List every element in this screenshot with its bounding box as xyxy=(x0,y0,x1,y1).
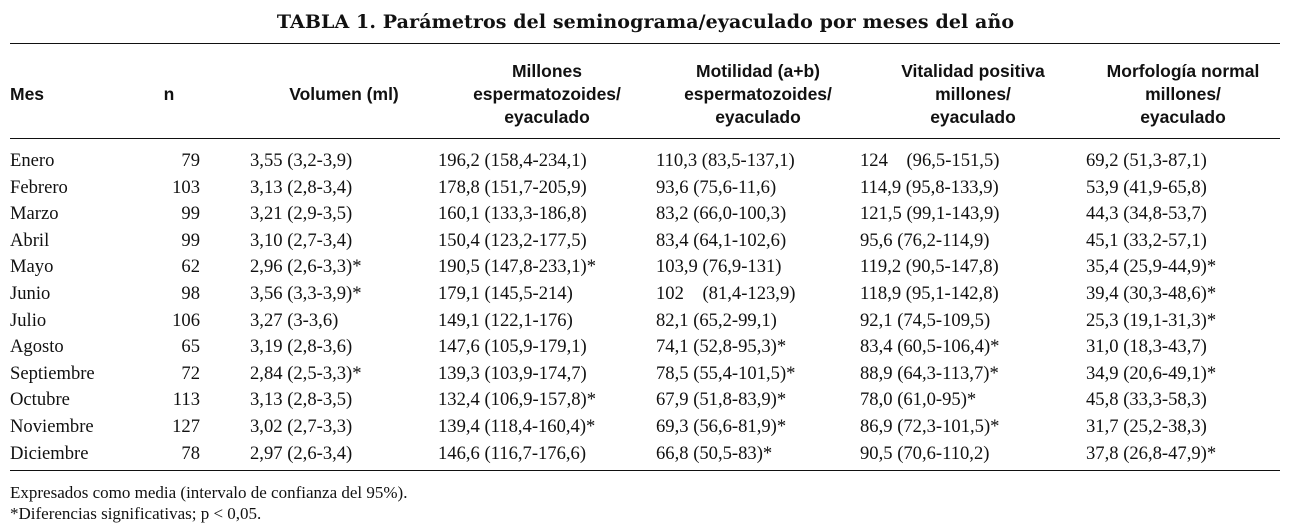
cell-vitalidad: 124 (96,5-151,5) xyxy=(860,150,1000,171)
cell-motilidad: 82,1 (65,2-99,1) xyxy=(656,309,777,331)
cell-millones: 160,1 (133,3-186,8) xyxy=(438,203,587,225)
cell-morfologia: 44,3 (34,8-53,7) xyxy=(1086,203,1207,225)
table-row xyxy=(10,175,1280,202)
cell-motilidad: 67,9 (51,8-83,9)* xyxy=(656,389,787,411)
cell-millones: 139,4 (118,4-160,4)* xyxy=(438,415,596,437)
cell-motilidad: 93,6 (75,6-11,6) xyxy=(656,176,777,198)
cell-volumen: 3,19 (2,8-3,6) xyxy=(250,336,353,358)
header-millones-line: espermatozoides/ xyxy=(473,83,621,104)
table-row xyxy=(10,361,1280,388)
cell-vitalidad: 118,9 (95,1-142,8) xyxy=(860,282,999,304)
header-volumen: Volumen (ml) xyxy=(289,83,399,104)
cell-volumen: 3,13 (2,8-3,5) xyxy=(250,389,353,411)
table-row xyxy=(10,308,1280,335)
cell-mes: Mayo xyxy=(10,256,54,278)
cell-mes: Noviembre xyxy=(10,415,94,437)
cell-vitalidad: 83,4 (60,5-106,4)* xyxy=(860,336,1000,358)
cell-morfologia: 45,1 (33,2-57,1) xyxy=(1086,229,1207,251)
cell-vitalidad: 119,2 (90,5-147,8) xyxy=(860,256,999,278)
cell-motilidad: 78,5 (55,4-101,5)* xyxy=(656,362,796,384)
cell-n: 106 xyxy=(172,309,200,331)
cell-morfologia: 25,3 (19,1-31,3)* xyxy=(1086,309,1217,331)
header-millones-line: Millones xyxy=(511,60,582,81)
cell-vitalidad: 95,6 (76,2-114,9) xyxy=(860,229,990,251)
cell-motilidad: 69,3 (56,6-81,9)* xyxy=(656,415,787,437)
cell-vitalidad: 90,5 (70,6-110,2) xyxy=(860,442,990,464)
header-motilidad xyxy=(656,53,860,135)
cell-millones: 150,4 (123,2-177,5) xyxy=(438,229,587,251)
header-motilidad-line: espermatozoides/ xyxy=(684,83,832,104)
cell-volumen: 3,27 (3-3,6) xyxy=(250,309,339,331)
cell-volumen: 2,96 (2,6-3,3)* xyxy=(250,256,362,278)
cell-volumen: 2,97 (2,6-3,4) xyxy=(250,442,353,464)
header-millones-line: eyaculado xyxy=(504,106,590,127)
table-row xyxy=(10,228,1280,255)
cell-motilidad: 83,2 (66,0-100,3) xyxy=(656,203,787,225)
cell-n: 98 xyxy=(181,282,200,304)
cell-n: 78 xyxy=(181,442,200,464)
cell-n: 79 xyxy=(181,150,200,171)
cell-vitalidad: 121,5 (99,1-143,9) xyxy=(860,203,1000,225)
table-row xyxy=(10,441,1280,468)
cell-mes: Diciembre xyxy=(10,442,89,464)
header-millones xyxy=(438,53,656,135)
cell-mes: Octubre xyxy=(10,389,70,411)
table-row xyxy=(10,201,1280,228)
cell-mes: Julio xyxy=(10,309,47,331)
header-vitalidad-line: Vitalidad positiva xyxy=(901,60,1045,81)
table-row xyxy=(10,387,1280,414)
cell-millones: 132,4 (106,9-157,8)* xyxy=(438,389,597,411)
cell-mes: Febrero xyxy=(10,176,68,198)
header-vitalidad-line: millones/ xyxy=(935,83,1011,104)
cell-volumen: 2,84 (2,5-3,3)* xyxy=(250,362,362,384)
top-rule xyxy=(10,43,1280,44)
cell-motilidad: 102 (81,4-123,9) xyxy=(656,282,796,304)
cell-vitalidad: 88,9 (64,3-113,7)* xyxy=(860,362,999,384)
cell-mes: Enero xyxy=(10,150,55,171)
cell-millones: 190,5 (147,8-233,1)* xyxy=(438,256,597,278)
cell-morfologia: 31,7 (25,2-38,3) xyxy=(1086,415,1207,437)
header-vitalidad-line: eyaculado xyxy=(930,106,1016,127)
header-n: n xyxy=(163,83,175,104)
cell-motilidad: 103,9 (76,9-131) xyxy=(656,256,782,278)
cell-n: 62 xyxy=(181,256,200,278)
table-row xyxy=(10,281,1280,308)
cell-n: 65 xyxy=(181,336,200,358)
header-morfologia xyxy=(1086,53,1280,135)
cell-morfologia: 34,9 (20,6-49,1)* xyxy=(1086,362,1217,384)
cell-mes: Septiembre xyxy=(10,362,95,384)
cell-millones: 147,6 (105,9-179,1) xyxy=(438,336,587,358)
cell-vitalidad: 78,0 (61,0-95)* xyxy=(860,389,977,411)
cell-millones: 196,2 (158,4-234,1) xyxy=(438,150,587,171)
table-notes xyxy=(10,482,407,524)
cell-morfologia: 31,0 (18,3-43,7) xyxy=(1086,336,1207,358)
cell-volumen: 3,02 (2,7-3,3) xyxy=(250,415,353,437)
cell-millones: 139,3 (103,9-174,7) xyxy=(438,362,587,384)
cell-vitalidad: 92,1 (74,5-109,5) xyxy=(860,309,991,331)
cell-vitalidad: 86,9 (72,3-101,5)* xyxy=(860,415,1000,437)
cell-motilidad: 110,3 (83,5-137,1) xyxy=(656,150,795,171)
cell-volumen: 3,56 (3,3-3,9)* xyxy=(250,282,362,304)
table-title: TABLA 1. Parámetros del seminograma/eyaculado por meses del año xyxy=(276,11,1015,33)
cell-mes: Marzo xyxy=(10,203,59,225)
cell-vitalidad: 114,9 (95,8-133,9) xyxy=(860,176,999,198)
cell-volumen: 3,10 (2,7-3,4) xyxy=(250,229,353,251)
header-vitalidad xyxy=(860,53,1086,135)
cell-motilidad: 83,4 (64,1-102,6) xyxy=(656,229,787,251)
cell-n: 99 xyxy=(181,229,200,251)
cell-n: 127 xyxy=(172,415,200,437)
cell-morfologia: 35,4 (25,9-44,9)* xyxy=(1086,256,1217,278)
cell-mes: Agosto xyxy=(10,336,64,358)
header-motilidad-line: eyaculado xyxy=(715,106,801,127)
header-rule xyxy=(10,138,1280,139)
table-row xyxy=(10,254,1280,281)
cell-motilidad: 66,8 (50,5-83)* xyxy=(656,442,773,464)
cell-morfologia: 37,8 (26,8-47,9)* xyxy=(1086,442,1217,464)
table-row xyxy=(10,414,1280,441)
cell-millones: 149,1 (122,1-176) xyxy=(438,309,573,331)
table-body xyxy=(10,148,1280,467)
table-header xyxy=(10,53,1280,135)
cell-volumen: 3,21 (2,9-3,5) xyxy=(250,203,353,225)
cell-morfologia: 53,9 (41,9-65,8) xyxy=(1086,176,1207,198)
cell-millones: 178,8 (151,7-205,9) xyxy=(438,176,587,198)
table-row xyxy=(10,334,1280,361)
cell-n: 72 xyxy=(181,362,200,384)
note-line: Expresados como media (intervalo de confianza del 95%). xyxy=(10,483,408,502)
cell-morfologia: 45,8 (33,3-58,3) xyxy=(1086,389,1207,411)
cell-motilidad: 74,1 (52,8-95,3)* xyxy=(656,336,787,358)
header-morfologia-line: Morfología normal xyxy=(1106,60,1260,81)
cell-n: 99 xyxy=(181,203,200,225)
header-morfologia-line: eyaculado xyxy=(1140,106,1226,127)
cell-volumen: 3,13 (2,8-3,4) xyxy=(250,176,353,198)
bottom-rule xyxy=(10,470,1280,471)
cell-morfologia: 69,2 (51,3-87,1) xyxy=(1086,150,1207,171)
header-mes: Mes xyxy=(10,83,45,104)
header-morfologia-line: millones/ xyxy=(1145,83,1221,104)
cell-mes: Abril xyxy=(10,229,50,251)
cell-morfologia: 39,4 (30,3-48,6)* xyxy=(1086,282,1217,304)
cell-mes: Junio xyxy=(10,282,51,304)
note-line: *Diferencias significativas; p < 0,05. xyxy=(10,504,262,523)
table-row xyxy=(10,148,1280,175)
cell-millones: 146,6 (116,7-176,6) xyxy=(438,442,587,464)
cell-n: 103 xyxy=(172,176,200,198)
cell-n: 113 xyxy=(172,389,200,411)
cell-volumen: 3,55 (3,2-3,9) xyxy=(250,150,353,171)
cell-millones: 179,1 (145,5-214) xyxy=(438,282,573,304)
header-motilidad-line: Motilidad (a+b) xyxy=(696,60,820,81)
